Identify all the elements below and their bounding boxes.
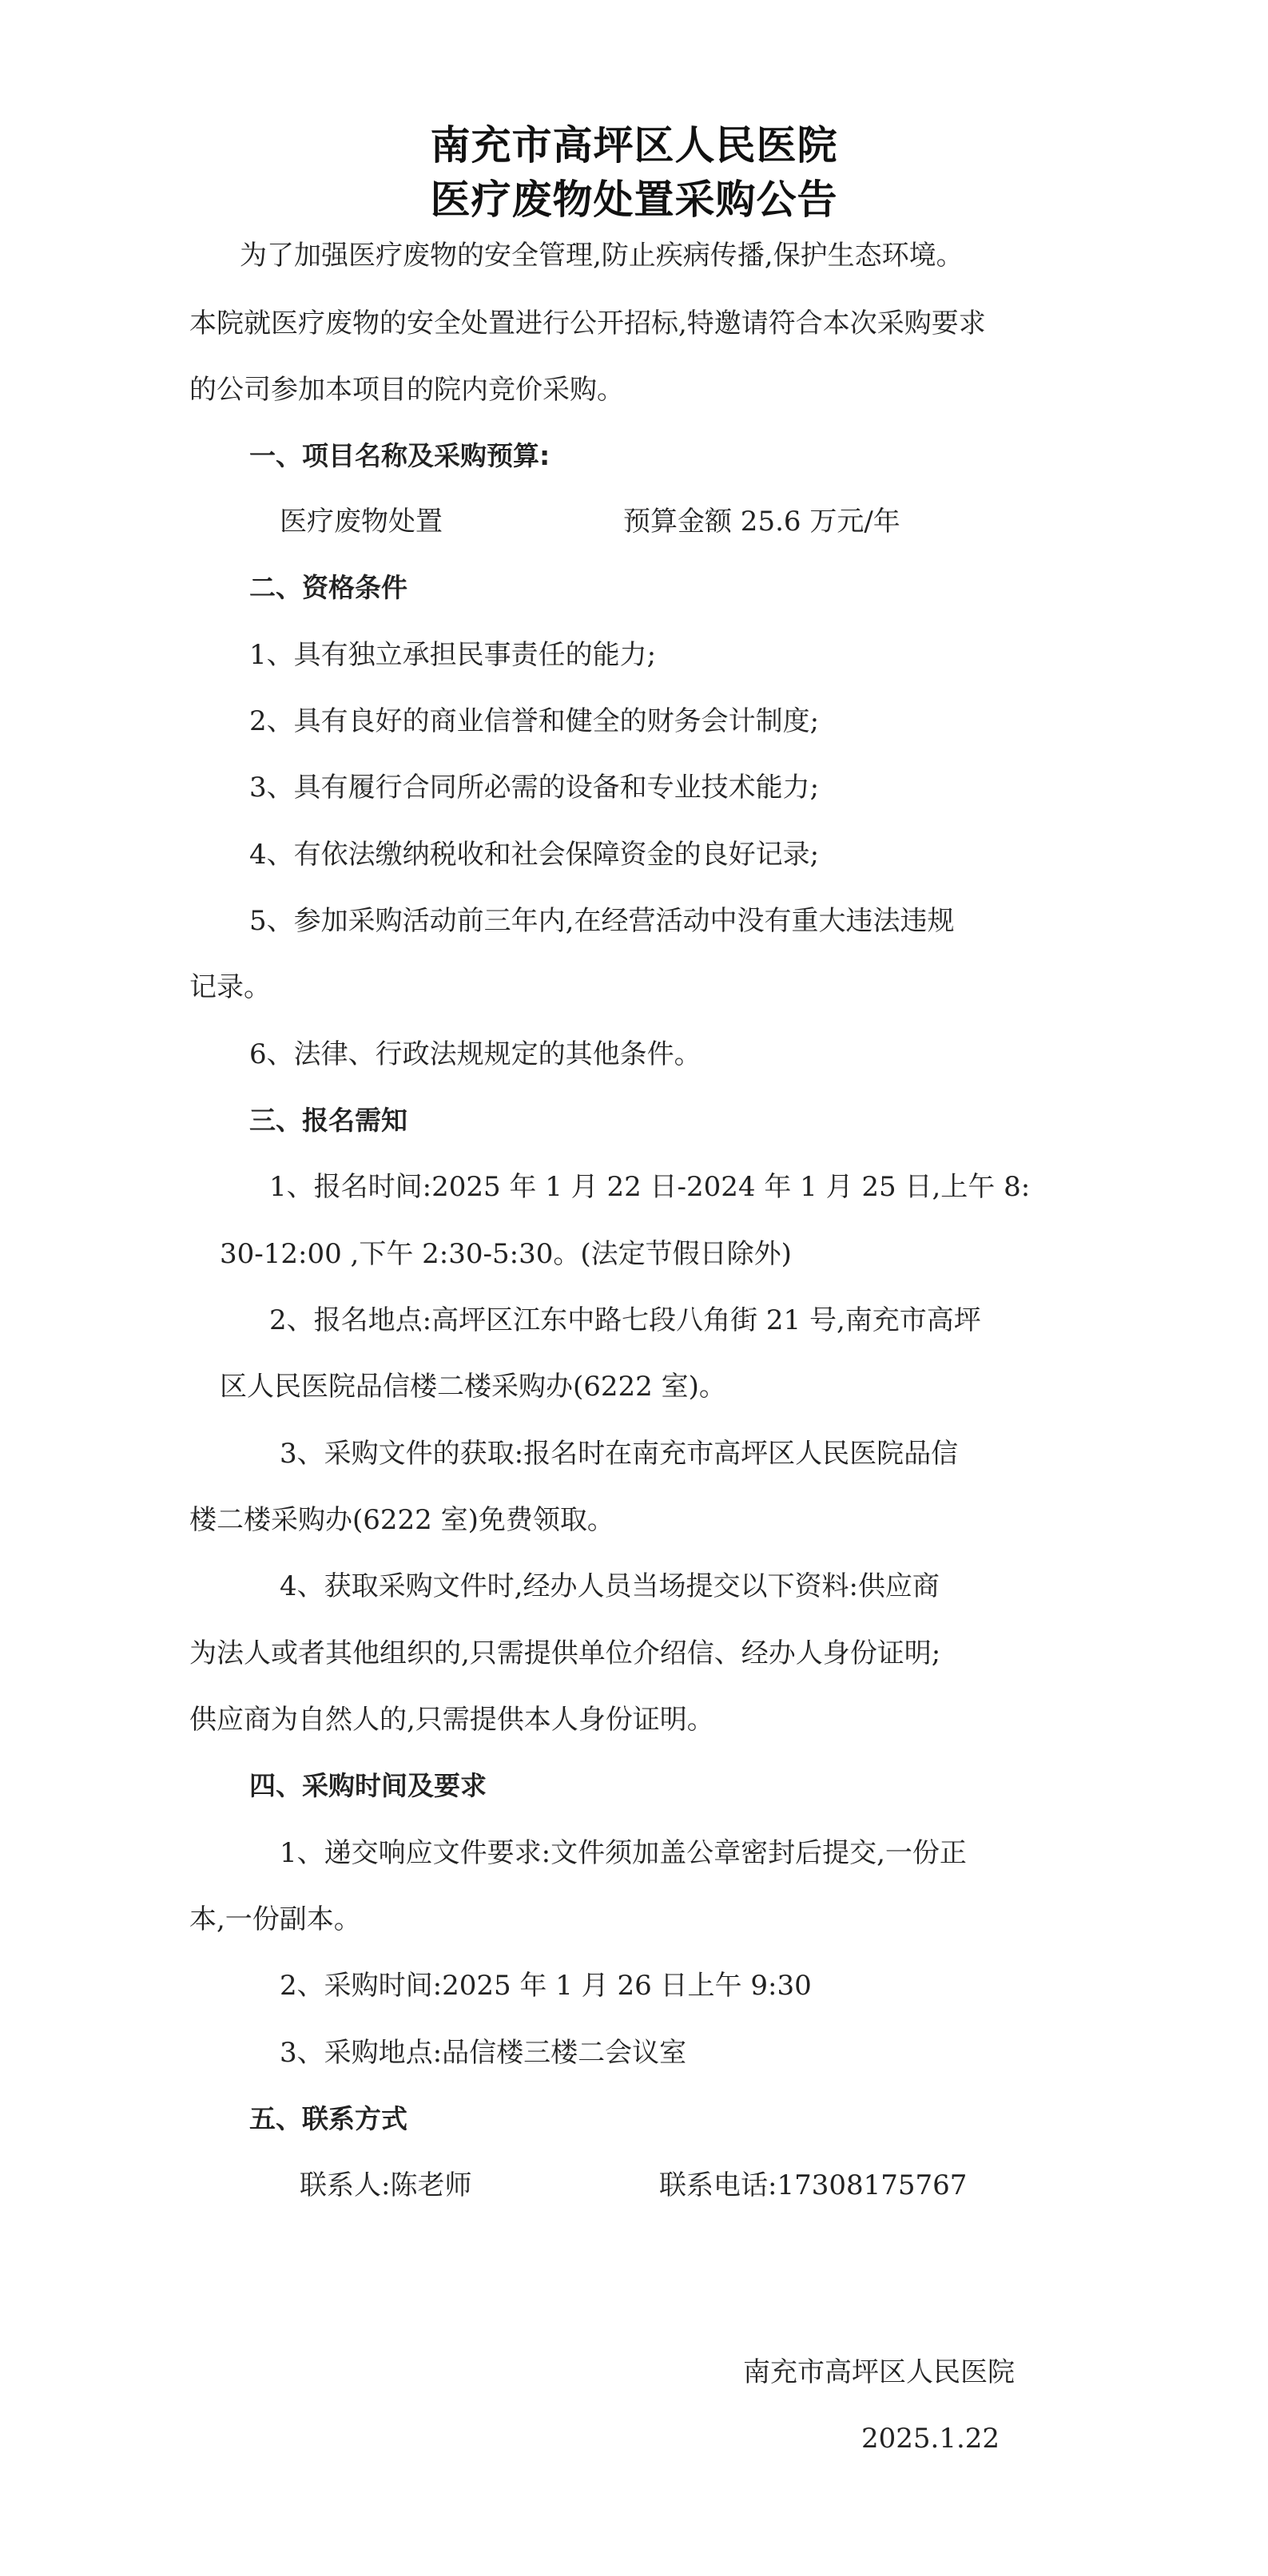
documents-line-2: 楼二楼采购办(6222 室)免费领取。 xyxy=(189,1504,614,1536)
contact-person: 联系人:陈老师 xyxy=(300,2169,472,2201)
project-name: 医疗废物处置 xyxy=(280,506,443,538)
documents-line-1: 3、采购文件的获取:报名时在南充市高坪区人民医院品信 xyxy=(280,1438,959,1470)
signature-date: 2025.1.22 xyxy=(861,2423,1000,2455)
section-1-heading: 一、项目名称及采购预算: xyxy=(249,440,551,471)
registration-place-line-1: 2、报名地点:高坪区江东中路七段八角街 21 号,南充市高坪 xyxy=(269,1304,981,1336)
materials-line-3: 供应商为自然人的,只需提供本人身份证明。 xyxy=(189,1704,714,1736)
submission-line-2: 本,一份副本。 xyxy=(189,1903,361,1935)
title-line-1: 南充市高坪区人民医院 xyxy=(430,122,838,169)
signature-organization: 南充市高坪区人民医院 xyxy=(743,2356,1015,2388)
condition-4: 4、有依法缴纳税收和社会保障资金的良好记录; xyxy=(249,839,820,871)
procurement-time: 2、采购时间:2025 年 1 月 26 日上午 9:30 xyxy=(280,1970,812,2002)
submission-line-1: 1、递交响应文件要求:文件须加盖公章密封后提交,一份正 xyxy=(280,1837,967,1869)
section-3-heading: 三、报名需知 xyxy=(249,1105,407,1136)
section-5-heading: 五、联系方式 xyxy=(249,2103,407,2134)
condition-1: 1、具有独立承担民事责任的能力; xyxy=(249,639,657,671)
materials-line-1: 4、获取采购文件时,经办人员当场提交以下资料:供应商 xyxy=(280,1570,940,1602)
condition-3: 3、具有履行合同所必需的设备和专业技术能力; xyxy=(249,772,820,804)
registration-time-line-1: 1、报名时间:2025 年 1 月 22 日-2024 年 1 月 25 日,上午 8: xyxy=(269,1171,1031,1203)
contact-phone: 联系电话:17308175767 xyxy=(659,2169,968,2201)
section-2-heading: 二、资格条件 xyxy=(249,572,407,603)
registration-time-line-2: 30-12:00 ,下午 2:30-5:30。(法定节假日除外) xyxy=(220,1238,792,1270)
budget-amount: 预算金额 25.6 万元/年 xyxy=(623,506,900,538)
condition-5-line-1: 5、参加采购活动前三年内,在经营活动中没有重大违法违规 xyxy=(249,905,955,937)
procurement-place: 3、采购地点:品信楼三楼二会议室 xyxy=(280,2037,687,2069)
intro-line-1: 为了加强医疗废物的安全管理,防止疾病传播,保护生态环境。 xyxy=(240,240,964,272)
intro-line-2: 本院就医疗废物的安全处置进行公开招标,特邀请符合本次采购要求 xyxy=(189,308,986,339)
materials-line-2: 为法人或者其他组织的,只需提供单位介绍信、经办人身份证明; xyxy=(189,1637,941,1669)
condition-5-line-2: 记录。 xyxy=(189,971,271,1003)
registration-place-line-2: 区人民医院品信楼二楼采购办(6222 室)。 xyxy=(220,1371,726,1403)
condition-6: 6、法律、行政法规规定的其他条件。 xyxy=(249,1038,702,1070)
title-line-2: 医疗废物处置采购公告 xyxy=(430,177,838,223)
condition-2: 2、具有良好的商业信誉和健全的财务会计制度; xyxy=(249,705,820,737)
intro-line-3: 的公司参加本项目的院内竞价采购。 xyxy=(189,374,624,406)
section-4-heading: 四、采购时间及要求 xyxy=(249,1770,487,1801)
